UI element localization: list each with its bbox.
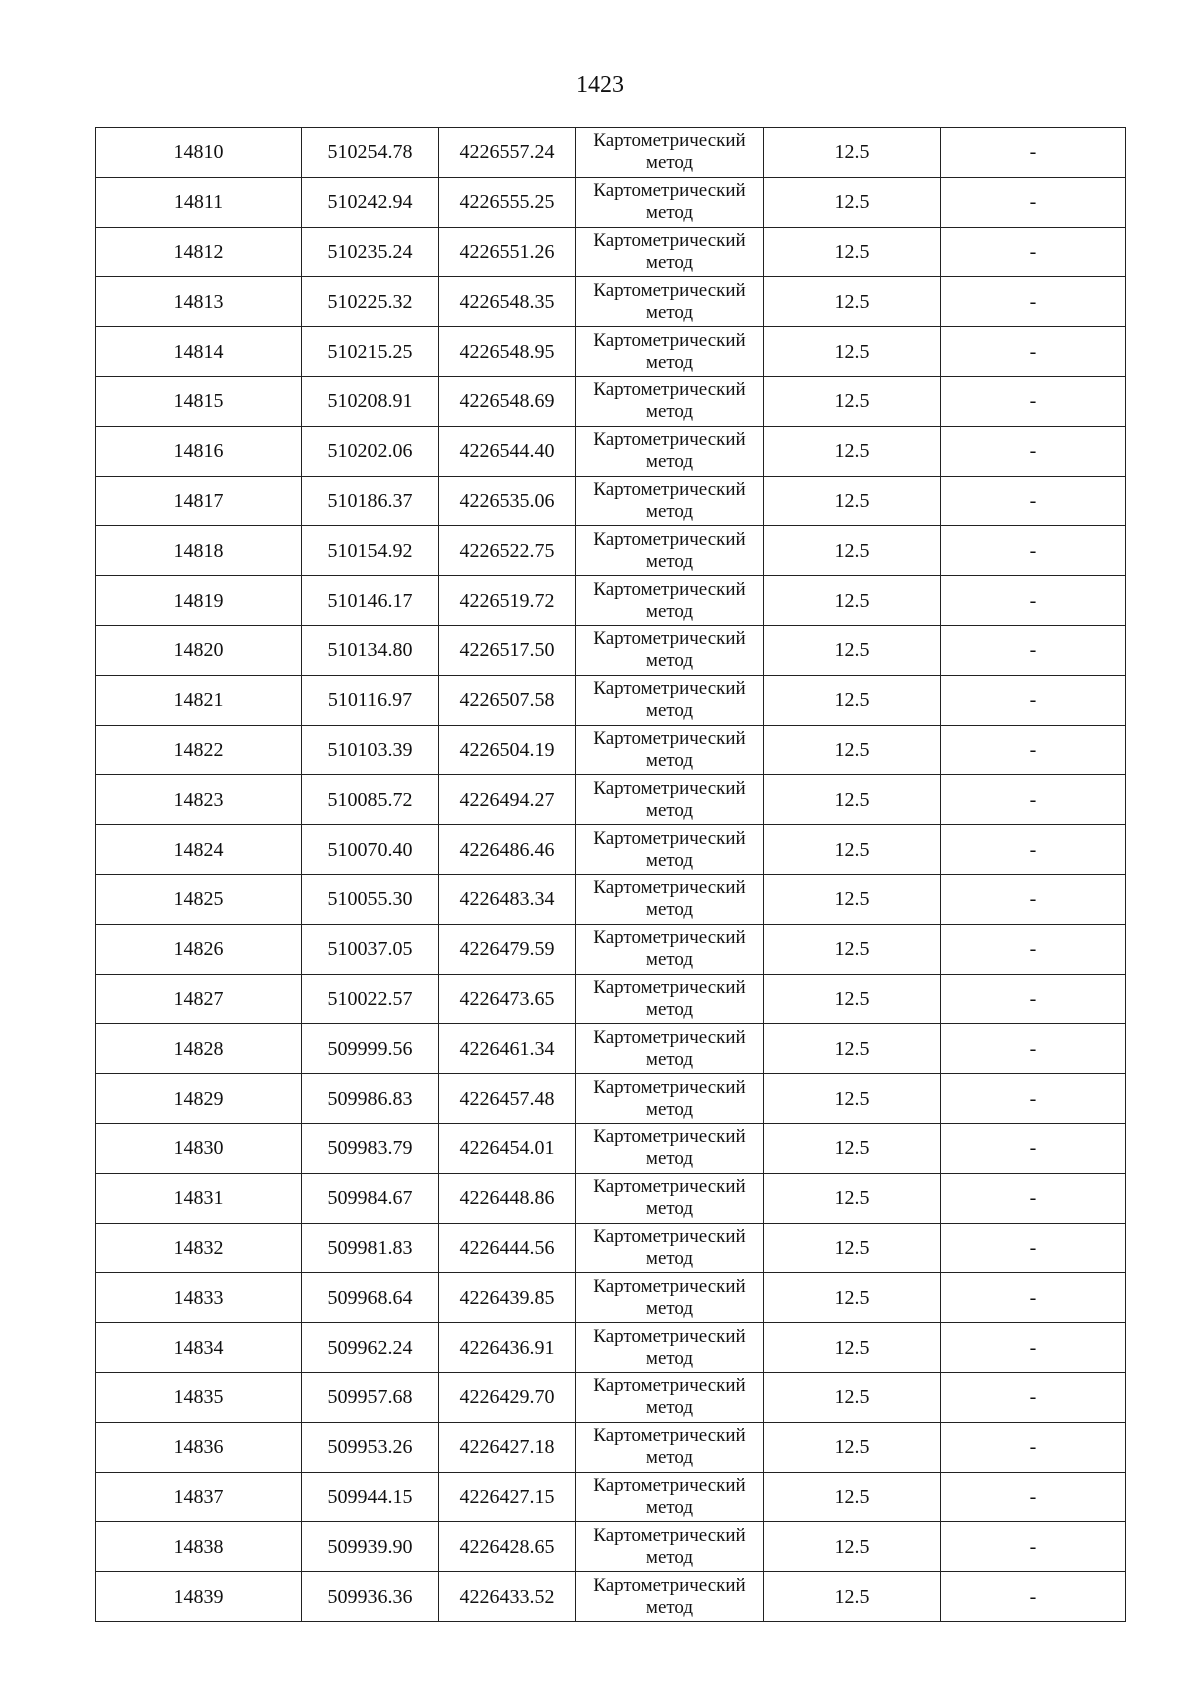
method-cell: [576, 1323, 764, 1373]
note-cell: -: [941, 874, 1126, 924]
method-text: метод: [645, 749, 694, 771]
method-text: Картометрический: [593, 678, 746, 700]
accuracy-cell: 12.5: [764, 128, 941, 178]
table-row: [96, 426, 1126, 476]
x-coordinate-cell: 510037.05: [302, 924, 439, 974]
method-cell: [576, 1024, 764, 1074]
table-row: [96, 974, 1126, 1024]
point-id-cell: 14827: [96, 974, 302, 1024]
x-coordinate-cell: 510134.80: [302, 625, 439, 675]
y-coordinate-cell: 4226428.65: [439, 1522, 576, 1572]
method-text: Картометрический: [593, 1524, 746, 1546]
point-id-cell: 14838: [96, 1522, 302, 1572]
accuracy-cell: 12.5: [764, 974, 941, 1024]
x-coordinate-cell: 510146.17: [302, 576, 439, 626]
method-cell: [576, 775, 764, 825]
y-coordinate-cell: 4226444.56: [439, 1223, 576, 1273]
method-cell: [576, 874, 764, 924]
x-coordinate-cell: 510085.72: [302, 775, 439, 825]
point-id-cell: 14831: [96, 1173, 302, 1223]
table-row: [96, 1522, 1126, 1572]
method-text: Картометрический: [593, 329, 746, 351]
y-coordinate-cell: 4226427.18: [439, 1422, 576, 1472]
y-coordinate-cell: 4226483.34: [439, 874, 576, 924]
method-text: Картометрический: [593, 1574, 746, 1596]
method-text: Картометрический: [593, 1176, 746, 1198]
table-row: [96, 1074, 1126, 1124]
point-id-cell: 14812: [96, 227, 302, 277]
y-coordinate-cell: 4226486.46: [439, 825, 576, 875]
x-coordinate-cell: 509944.15: [302, 1472, 439, 1522]
note-cell: -: [941, 1024, 1126, 1074]
y-coordinate-cell: 4226473.65: [439, 974, 576, 1024]
method-text: Картометрический: [593, 478, 746, 500]
x-coordinate-cell: 509999.56: [302, 1024, 439, 1074]
table-row: [96, 227, 1126, 277]
y-coordinate-cell: 4226439.85: [439, 1273, 576, 1323]
table-row: [96, 924, 1126, 974]
table-row: [96, 376, 1126, 426]
note-cell: -: [941, 1472, 1126, 1522]
method-text: Картометрический: [593, 976, 746, 998]
y-coordinate-cell: 4226504.19: [439, 725, 576, 775]
method-cell: [576, 177, 764, 227]
y-coordinate-cell: 4226427.15: [439, 1472, 576, 1522]
method-cell: [576, 1572, 764, 1622]
accuracy-cell: 12.5: [764, 177, 941, 227]
accuracy-cell: 12.5: [764, 1223, 941, 1273]
x-coordinate-cell: 509983.79: [302, 1123, 439, 1173]
table-row: [96, 128, 1126, 178]
table-row: [96, 825, 1126, 875]
method-text: метод: [645, 1546, 694, 1568]
note-cell: -: [941, 426, 1126, 476]
accuracy-cell: 12.5: [764, 675, 941, 725]
accuracy-cell: 12.5: [764, 775, 941, 825]
point-id-cell: 14839: [96, 1572, 302, 1622]
method-text: метод: [645, 500, 694, 522]
x-coordinate-cell: 509939.90: [302, 1522, 439, 1572]
x-coordinate-cell: 510154.92: [302, 526, 439, 576]
method-text: метод: [645, 1447, 694, 1469]
y-coordinate-cell: 4226519.72: [439, 576, 576, 626]
method-text: метод: [645, 401, 694, 423]
method-text: метод: [645, 451, 694, 473]
point-id-cell: 14825: [96, 874, 302, 924]
point-id-cell: 14819: [96, 576, 302, 626]
method-text: метод: [645, 301, 694, 323]
note-cell: -: [941, 675, 1126, 725]
point-id-cell: 14823: [96, 775, 302, 825]
method-text: Картометрический: [593, 877, 746, 899]
coordinates-table-body: [96, 128, 1126, 1622]
method-text: Картометрический: [593, 1126, 746, 1148]
x-coordinate-cell: 510235.24: [302, 227, 439, 277]
accuracy-cell: 12.5: [764, 476, 941, 526]
table-row: [96, 1273, 1126, 1323]
accuracy-cell: 12.5: [764, 825, 941, 875]
note-cell: -: [941, 1123, 1126, 1173]
point-id-cell: 14828: [96, 1024, 302, 1074]
y-coordinate-cell: 4226535.06: [439, 476, 576, 526]
method-cell: [576, 576, 764, 626]
note-cell: -: [941, 327, 1126, 377]
note-cell: -: [941, 1074, 1126, 1124]
x-coordinate-cell: 510186.37: [302, 476, 439, 526]
point-id-cell: 14816: [96, 426, 302, 476]
accuracy-cell: 12.5: [764, 1522, 941, 1572]
x-coordinate-cell: 510103.39: [302, 725, 439, 775]
y-coordinate-cell: 4226548.95: [439, 327, 576, 377]
accuracy-cell: 12.5: [764, 277, 941, 327]
note-cell: -: [941, 1572, 1126, 1622]
method-text: Картометрический: [593, 429, 746, 451]
x-coordinate-cell: 510202.06: [302, 426, 439, 476]
y-coordinate-cell: 4226436.91: [439, 1323, 576, 1373]
y-coordinate-cell: 4226517.50: [439, 625, 576, 675]
accuracy-cell: 12.5: [764, 1572, 941, 1622]
method-text: Картометрический: [593, 130, 746, 152]
method-text: метод: [645, 799, 694, 821]
x-coordinate-cell: 510208.91: [302, 376, 439, 426]
y-coordinate-cell: 4226544.40: [439, 426, 576, 476]
method-cell: [576, 476, 764, 526]
y-coordinate-cell: 4226433.52: [439, 1572, 576, 1622]
method-cell: [576, 924, 764, 974]
method-text: метод: [645, 1347, 694, 1369]
point-id-cell: 14829: [96, 1074, 302, 1124]
y-coordinate-cell: 4226479.59: [439, 924, 576, 974]
note-cell: -: [941, 177, 1126, 227]
note-cell: -: [941, 775, 1126, 825]
table-row: [96, 1123, 1126, 1173]
method-text: метод: [645, 1198, 694, 1220]
method-text: Картометрический: [593, 180, 746, 202]
y-coordinate-cell: 4226557.24: [439, 128, 576, 178]
y-coordinate-cell: 4226494.27: [439, 775, 576, 825]
note-cell: -: [941, 1372, 1126, 1422]
accuracy-cell: 12.5: [764, 327, 941, 377]
method-text: Картометрический: [593, 1026, 746, 1048]
method-text: метод: [645, 1397, 694, 1419]
point-id-cell: 14836: [96, 1422, 302, 1472]
method-text: Картометрический: [593, 727, 746, 749]
note-cell: -: [941, 128, 1126, 178]
method-text: метод: [645, 1247, 694, 1269]
method-cell: [576, 426, 764, 476]
table-row: [96, 725, 1126, 775]
accuracy-cell: 12.5: [764, 1372, 941, 1422]
table-row: [96, 327, 1126, 377]
method-text: Картометрический: [593, 827, 746, 849]
table-row: [96, 576, 1126, 626]
accuracy-cell: 12.5: [764, 725, 941, 775]
method-text: метод: [645, 1048, 694, 1070]
x-coordinate-cell: 510070.40: [302, 825, 439, 875]
table-row: [96, 1472, 1126, 1522]
method-text: Картометрический: [593, 628, 746, 650]
accuracy-cell: 12.5: [764, 1173, 941, 1223]
note-cell: -: [941, 1323, 1126, 1373]
table-row: [96, 675, 1126, 725]
x-coordinate-cell: 510215.25: [302, 327, 439, 377]
method-text: Картометрический: [593, 1375, 746, 1397]
note-cell: -: [941, 476, 1126, 526]
y-coordinate-cell: 4226429.70: [439, 1372, 576, 1422]
method-text: Картометрический: [593, 279, 746, 301]
method-cell: [576, 227, 764, 277]
y-coordinate-cell: 4226548.35: [439, 277, 576, 327]
point-id-cell: 14814: [96, 327, 302, 377]
method-cell: [576, 327, 764, 377]
point-id-cell: 14826: [96, 924, 302, 974]
y-coordinate-cell: 4226522.75: [439, 526, 576, 576]
method-text: метод: [645, 1297, 694, 1319]
method-text: Картометрический: [593, 1275, 746, 1297]
note-cell: -: [941, 725, 1126, 775]
method-text: метод: [645, 650, 694, 672]
accuracy-cell: 12.5: [764, 1123, 941, 1173]
accuracy-cell: 12.5: [764, 1472, 941, 1522]
table-row: [96, 874, 1126, 924]
table-row: [96, 1173, 1126, 1223]
point-id-cell: 14821: [96, 675, 302, 725]
method-cell: [576, 1422, 764, 1472]
x-coordinate-cell: 509981.83: [302, 1223, 439, 1273]
point-id-cell: 14817: [96, 476, 302, 526]
note-cell: -: [941, 924, 1126, 974]
method-cell: [576, 1123, 764, 1173]
point-id-cell: 14824: [96, 825, 302, 875]
note-cell: -: [941, 526, 1126, 576]
table-row: [96, 476, 1126, 526]
note-cell: -: [941, 825, 1126, 875]
method-cell: [576, 1472, 764, 1522]
method-text: метод: [645, 849, 694, 871]
method-text: метод: [645, 1098, 694, 1120]
accuracy-cell: 12.5: [764, 376, 941, 426]
accuracy-cell: 12.5: [764, 426, 941, 476]
method-text: Картометрический: [593, 578, 746, 600]
accuracy-cell: 12.5: [764, 625, 941, 675]
table-row: [96, 775, 1126, 825]
y-coordinate-cell: 4226507.58: [439, 675, 576, 725]
note-cell: -: [941, 974, 1126, 1024]
point-id-cell: 14830: [96, 1123, 302, 1173]
method-cell: [576, 277, 764, 327]
method-text: Картометрический: [593, 1225, 746, 1247]
point-id-cell: 14811: [96, 177, 302, 227]
table-row: [96, 177, 1126, 227]
point-id-cell: 14813: [96, 277, 302, 327]
note-cell: -: [941, 625, 1126, 675]
method-text: Картометрический: [593, 379, 746, 401]
method-cell: [576, 1074, 764, 1124]
note-cell: -: [941, 1273, 1126, 1323]
table-row: [96, 526, 1126, 576]
table-row: [96, 1422, 1126, 1472]
note-cell: -: [941, 1422, 1126, 1472]
method-text: метод: [645, 998, 694, 1020]
x-coordinate-cell: 509984.67: [302, 1173, 439, 1223]
method-text: Картометрический: [593, 528, 746, 550]
y-coordinate-cell: 4226551.26: [439, 227, 576, 277]
method-cell: [576, 128, 764, 178]
point-id-cell: 14832: [96, 1223, 302, 1273]
method-text: метод: [645, 351, 694, 373]
table-row: [96, 1323, 1126, 1373]
note-cell: -: [941, 376, 1126, 426]
note-cell: -: [941, 576, 1126, 626]
method-text: метод: [645, 600, 694, 622]
x-coordinate-cell: 510022.57: [302, 974, 439, 1024]
point-id-cell: 14818: [96, 526, 302, 576]
method-cell: [576, 1372, 764, 1422]
accuracy-cell: 12.5: [764, 874, 941, 924]
method-text: метод: [645, 949, 694, 971]
method-text: Картометрический: [593, 777, 746, 799]
x-coordinate-cell: 509953.26: [302, 1422, 439, 1472]
method-cell: [576, 376, 764, 426]
accuracy-cell: 12.5: [764, 924, 941, 974]
method-text: Картометрический: [593, 1425, 746, 1447]
method-text: метод: [645, 550, 694, 572]
method-text: Картометрический: [593, 1474, 746, 1496]
accuracy-cell: 12.5: [764, 1273, 941, 1323]
method-cell: [576, 1223, 764, 1273]
point-id-cell: 14815: [96, 376, 302, 426]
accuracy-cell: 12.5: [764, 1422, 941, 1472]
accuracy-cell: 12.5: [764, 526, 941, 576]
point-id-cell: 14837: [96, 1472, 302, 1522]
x-coordinate-cell: 509957.68: [302, 1372, 439, 1422]
table-row: [96, 1223, 1126, 1273]
y-coordinate-cell: 4226461.34: [439, 1024, 576, 1074]
point-id-cell: 14810: [96, 128, 302, 178]
method-text: Картометрический: [593, 229, 746, 251]
table-row: [96, 625, 1126, 675]
method-cell: [576, 825, 764, 875]
note-cell: -: [941, 1173, 1126, 1223]
method-cell: [576, 974, 764, 1024]
coordinates-table: [95, 127, 1126, 1622]
x-coordinate-cell: 509962.24: [302, 1323, 439, 1373]
accuracy-cell: 12.5: [764, 1074, 941, 1124]
x-coordinate-cell: 509936.36: [302, 1572, 439, 1622]
method-text: Картометрический: [593, 1076, 746, 1098]
y-coordinate-cell: 4226555.25: [439, 177, 576, 227]
method-cell: [576, 1522, 764, 1572]
accuracy-cell: 12.5: [764, 576, 941, 626]
y-coordinate-cell: 4226457.48: [439, 1074, 576, 1124]
page-number: 1423: [576, 72, 624, 98]
accuracy-cell: 12.5: [764, 1024, 941, 1074]
y-coordinate-cell: 4226548.69: [439, 376, 576, 426]
method-cell: [576, 675, 764, 725]
table-row: [96, 277, 1126, 327]
x-coordinate-cell: 509968.64: [302, 1273, 439, 1323]
table-row: [96, 1024, 1126, 1074]
table-row: [96, 1572, 1126, 1622]
point-id-cell: 14835: [96, 1372, 302, 1422]
x-coordinate-cell: 510254.78: [302, 128, 439, 178]
method-text: метод: [645, 1496, 694, 1518]
x-coordinate-cell: 510116.97: [302, 675, 439, 725]
method-text: метод: [645, 1596, 694, 1618]
method-cell: [576, 1173, 764, 1223]
method-text: метод: [645, 251, 694, 273]
x-coordinate-cell: 510242.94: [302, 177, 439, 227]
note-cell: -: [941, 1522, 1126, 1572]
y-coordinate-cell: 4226448.86: [439, 1173, 576, 1223]
method-text: Картометрический: [593, 927, 746, 949]
y-coordinate-cell: 4226454.01: [439, 1123, 576, 1173]
accuracy-cell: 12.5: [764, 1323, 941, 1373]
method-text: метод: [645, 202, 694, 224]
accuracy-cell: 12.5: [764, 227, 941, 277]
point-id-cell: 14833: [96, 1273, 302, 1323]
method-text: метод: [645, 152, 694, 174]
x-coordinate-cell: 510225.32: [302, 277, 439, 327]
method-text: метод: [645, 1148, 694, 1170]
method-cell: [576, 625, 764, 675]
x-coordinate-cell: 510055.30: [302, 874, 439, 924]
note-cell: -: [941, 1223, 1126, 1273]
method-cell: [576, 1273, 764, 1323]
method-cell: [576, 526, 764, 576]
note-cell: -: [941, 277, 1126, 327]
point-id-cell: 14822: [96, 725, 302, 775]
method-cell: [576, 725, 764, 775]
method-text: Картометрический: [593, 1325, 746, 1347]
x-coordinate-cell: 509986.83: [302, 1074, 439, 1124]
note-cell: -: [941, 227, 1126, 277]
table-row: [96, 1372, 1126, 1422]
method-text: метод: [645, 899, 694, 921]
point-id-cell: 14820: [96, 625, 302, 675]
point-id-cell: 14834: [96, 1323, 302, 1373]
method-text: метод: [645, 700, 694, 722]
